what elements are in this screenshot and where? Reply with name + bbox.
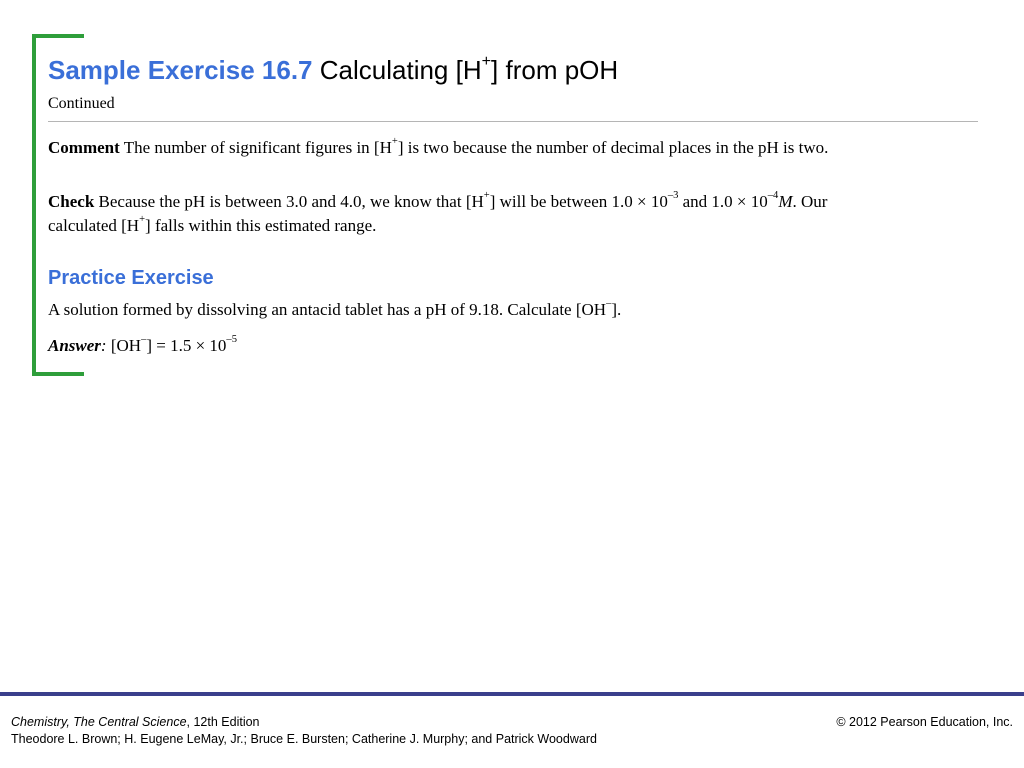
check-paragraph: Check Because the pH is between 3.0 and 4.0, we know that [H+] will be between $1.0 \times 10^{-3}$ and $1.0 \times 10^{-4}M$. Our calculated [H+] falls within this estimated range.: [48, 190, 828, 235]
practice-answer: Answer: $[OH^-] = 1.5 \times 10^{-5}$: [48, 334, 237, 355]
book-title: Chemistry, The Central Science: [11, 715, 187, 729]
title-exercise-number: Sample Exercise 16.7: [48, 55, 313, 85]
comment-paragraph: Comment The number of significant figures in [H+] is two because the number of decimal places in the pH is two.: [48, 136, 829, 157]
copyright-notice: © 2012 Pearson Education, Inc.: [836, 715, 1013, 729]
practice-question: A solution formed by dissolving an antacid tablet has a pH of 9.18. Calculate [OH–].: [48, 298, 622, 319]
continued-label: Continued: [48, 95, 115, 112]
molarity-unit: M: [778, 192, 793, 211]
comment-label: Comment: [48, 138, 120, 157]
title-divider: [48, 121, 978, 122]
practice-exercise-heading: Practice Exercise: [48, 267, 214, 289]
book-authors: Theodore L. Brown; H. Eugene LeMay, Jr.; Bruce E. Bursten; Catherine J. Murphy; and Patrick Woodward: [11, 732, 597, 746]
slide-title: [48, 54, 618, 86]
footer-divider: [0, 692, 1024, 696]
footer-citation: Chemistry, The Central Science, 12th Edition Theodore L. Brown; H. Eugene LeMay, Jr.; Bruce E. Bursten; Catherine J. Murphy; and Patrick Woodward: [11, 715, 597, 746]
answer-label: Answer: [48, 336, 101, 355]
check-label: Check: [48, 192, 95, 211]
title-topic: Calculating [H+] from pOH: [319, 52, 619, 85]
